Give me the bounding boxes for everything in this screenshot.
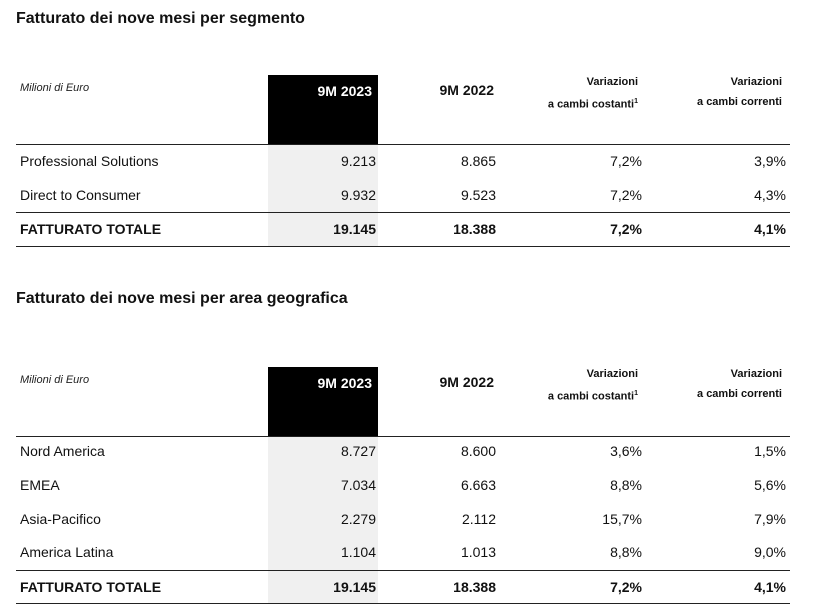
total-2023: 19.145 — [333, 579, 376, 595]
col-var-curr-line1: Variazioni — [730, 76, 782, 88]
cell-2023: 8.727 — [340, 443, 376, 459]
col-var-curr-line2: a cambi correnti — [697, 388, 782, 400]
col-var-const-line1: Variazioni — [586, 76, 638, 88]
col-var-curr-line1: Variazioni — [730, 368, 782, 380]
total-2022: 18.388 — [453, 221, 496, 237]
table-row — [16, 535, 790, 569]
col-2022-header: 9M 2022 — [439, 82, 494, 98]
col-var-curr-line2: a cambi correnti — [697, 96, 782, 108]
col-2023-header — [268, 367, 378, 436]
table-row — [16, 468, 790, 502]
cell-var-curr: 4,3% — [754, 187, 786, 203]
total-var-const: 7,2% — [610, 221, 642, 237]
row-label: Nord America — [20, 443, 105, 459]
cell-var-const: 7,2% — [610, 153, 642, 169]
total-var-curr: 4,1% — [754, 221, 786, 237]
geo-table-title: Fatturato dei nove mesi per area geografica — [16, 290, 348, 307]
table-row — [16, 502, 790, 536]
cell-var-const: 15,7% — [602, 511, 642, 527]
cell-var-curr: 3,9% — [754, 153, 786, 169]
cell-var-curr: 7,9% — [754, 511, 786, 527]
cell-var-const: 8,8% — [610, 477, 642, 493]
cell-2023: 1.104 — [340, 544, 376, 560]
cell-var-const: 3,6% — [610, 443, 642, 459]
cell-var-curr: 1,5% — [754, 443, 786, 459]
total-row — [16, 570, 790, 604]
cell-2022: 6.663 — [460, 477, 496, 493]
cell-var-curr: 5,6% — [754, 477, 786, 493]
table-row — [16, 178, 790, 212]
cell-var-const: 8,8% — [610, 544, 642, 560]
row-label: EMEA — [20, 477, 60, 493]
col-var-const-line2: a cambi costanti — [547, 98, 635, 111]
total-2022: 18.388 — [453, 579, 496, 595]
col-var-const-line2: a cambi costanti — [547, 390, 635, 403]
col-2023-header — [268, 75, 378, 144]
total-label: FATTURATO TOTALE — [20, 579, 162, 595]
col-2023-header-label: 9M 2023 — [317, 83, 372, 99]
total-row — [16, 212, 790, 246]
cell-2022: 8.865 — [460, 153, 496, 169]
units-label: Milioni di Euro — [20, 374, 90, 386]
table-row — [16, 434, 790, 468]
cell-2023: 2.279 — [340, 511, 376, 527]
cell-2022: 2.112 — [462, 511, 496, 527]
col-var-const-line1: Variazioni — [586, 368, 638, 380]
row-label: Direct to Consumer — [20, 187, 141, 203]
total-var-curr: 4,1% — [754, 579, 786, 595]
total-label: FATTURATO TOTALE — [20, 221, 162, 237]
units-label: Milioni di Euro — [20, 82, 90, 94]
col-var-curr-header — [697, 72, 782, 112]
cell-var-curr: 9,0% — [754, 544, 786, 560]
table-bottom-line — [16, 603, 790, 604]
row-label: America Latina — [20, 544, 114, 560]
col-2023-header-label: 9M 2023 — [317, 375, 372, 391]
total-2023: 19.145 — [333, 221, 376, 237]
cell-2023: 7.034 — [340, 477, 376, 493]
cell-2023: 9.932 — [340, 187, 376, 203]
segment-table-title: Fatturato dei nove mesi per segmento — [16, 10, 305, 27]
footnote-marker: 1 — [634, 390, 638, 397]
cell-2022: 8.600 — [460, 443, 496, 459]
cell-2022: 9.523 — [460, 187, 496, 203]
col-var-const-header — [548, 364, 638, 407]
row-label: Asia-Pacifico — [20, 511, 101, 527]
col-var-const-header — [548, 72, 638, 115]
total-var-const: 7,2% — [610, 579, 642, 595]
col-2022-header: 9M 2022 — [439, 374, 494, 390]
footnote-marker: 1 — [634, 98, 638, 105]
row-label: Professional Solutions — [20, 153, 159, 169]
cell-var-const: 7,2% — [610, 187, 642, 203]
col-var-curr-header — [697, 364, 782, 404]
table-bottom-line — [16, 246, 790, 247]
table-row — [16, 144, 790, 178]
cell-2023: 9.213 — [340, 153, 376, 169]
cell-2022: 1.013 — [460, 544, 496, 560]
